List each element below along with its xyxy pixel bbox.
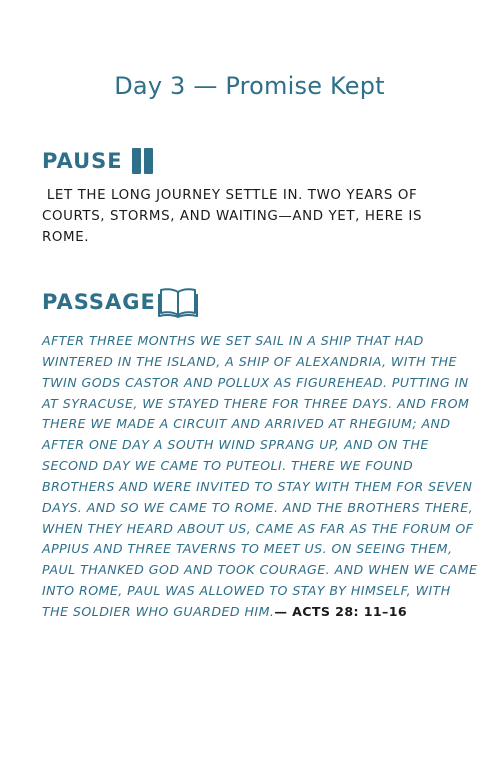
passage-body: AFTER THREE MONTHS WE SET SAIL IN A SHIP THAT HAD WINTERED IN THE ISLAND, A SHIP OF ALEXANDRIA, WITH THE TWIN GODS CASTOR AND POLLUX AS FIGUREHEAD. PUTTING IN AT SYRACUSE, WE STAYED THERE FOR THREE DAYS. AND FROM THERE WE MADE A CIRCUIT AND ARRIVED AT RHEGIUM; AND AFTER ONE DAY A SOUTH WIND SPRANG UP, AND ON THE SECOND DAY WE CAME TO PUTEOLI. THERE WE FOUND BROTHERS AND WERE INVITED TO STAY WITH THEM FOR SEVEN DAYS. AND SO WE CAME TO ROME. AND THE BROTHERS THERE, WHEN THEY HEARD ABOUT US, CAME AS FAR AS THE FORUM OF APPIUS AND THREE TAVERNS TO MEET US. ON SEEING THEM, PAUL THANKED GOD AND TOOK COURAGE. AND WHEN WE CAME INTO ROME, PAUL WAS ALLOWED TO STAY BY HIMSELF, WITH THE SOLDIER WHO GUARDED HIM. <box>42 333 478 619</box>
pause-section-heading <box>42 148 155 174</box>
passage-text <box>42 331 478 623</box>
pause-icon <box>131 148 155 174</box>
pause-text: LET THE LONG JOURNEY SETTLE IN. TWO YEARS OF COURTS, STORMS, AND WAITING—AND YET, HERE IS ROME. <box>42 188 427 245</box>
passage-heading-label: PASSAGE <box>42 290 156 314</box>
pause-heading-label: PAUSE <box>42 149 123 173</box>
page-title: Day 3 — Promise Kept <box>114 72 385 100</box>
passage-reference: — ACTS 28: 11–16 <box>274 603 408 619</box>
passage-section-heading <box>42 286 198 318</box>
open-book-icon <box>158 286 198 318</box>
